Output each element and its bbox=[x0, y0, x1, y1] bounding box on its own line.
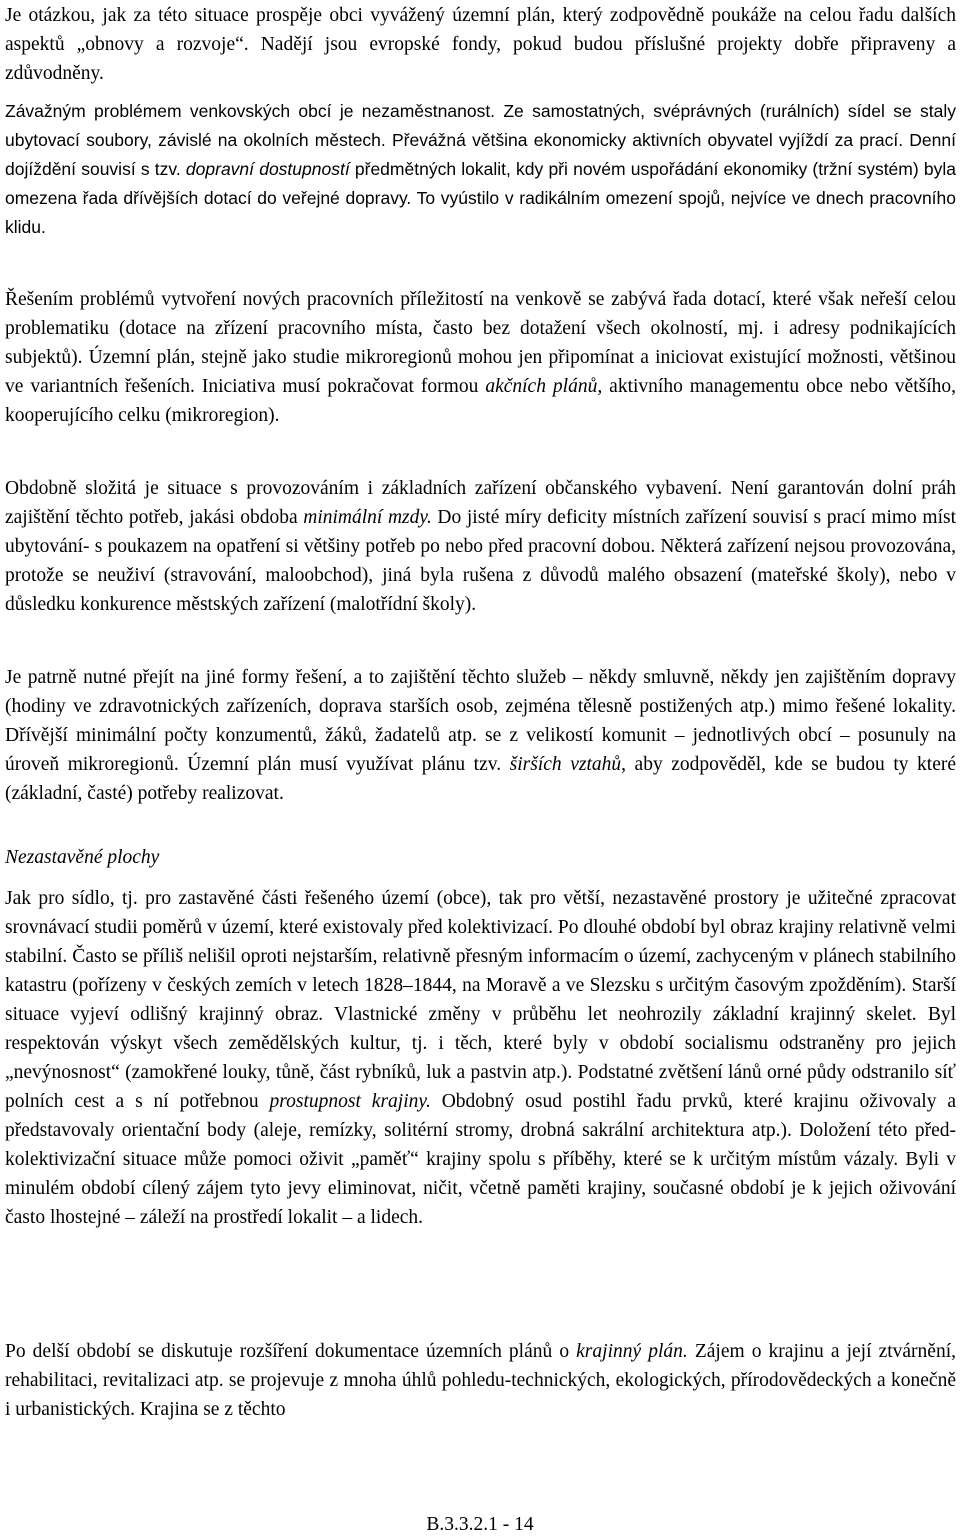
paragraph-obcanske-vybaveni bbox=[5, 474, 956, 619]
paragraph-text: Obdobný osud postihl řadu prvků, které krajinu oživovaly a představovaly orientační body (aleje, remízky, solitérní stromy, drobná sakrální architektura atp.). Doložení této před-kolektivizační situace může pomoci oživit „paměť“ krajiny spolu s příběhy, které se k určitým místům vázaly. Byli v minulém období cílený zájem tyto jevy eliminovat, ničit, včetně paměti krajiny, současné období je k jejich oživování často lhostejné – záleží na prostředí lokalit – a lidech. bbox=[5, 1091, 956, 1228]
paragraph-formy-reseni bbox=[5, 663, 956, 808]
paragraph-text: předmětných lokalit, kdy při novém uspořádání ekonomiky (tržní systém) byla omezena řada dřívějších dotací do veřejné dopravy. To vyústilo v radikálním omezení spojů, nejvíce ve dnech pracovního klidu. bbox=[5, 159, 956, 237]
emphasis-term: širších vztahů bbox=[509, 754, 622, 775]
paragraph-text: Závažným problémem venkovských obcí je nezaměstnanost. Ze samostatných, svéprávných (rurálních) sídel se staly ubytovací soubory, závislé na okolních městech. Převážná většina ekonomicky aktivních obyvatel vyjíždí za prací. Denní dojíždění souvisí s tzv. bbox=[5, 101, 956, 179]
page-number: B.3.3.2.1 - 14 bbox=[426, 1514, 534, 1535]
paragraph-text: aktivního managementu obce nebo většího, kooperujícího celku (mikroregion). bbox=[5, 376, 957, 426]
paragraph-text: Zájem o krajinu a její ztvárnění, rehabilitaci, revitalizaci atp. se projevuje z mnoha úhlů pohledu-technických, ekologických, přírodovědeckých a konečně i urbanistických. Krajina se z těchto bbox=[5, 1341, 956, 1420]
paragraph-evropske-fondy bbox=[5, 1, 956, 88]
paragraph-text: Je otázkou, jak za této situace prospěje obci vyvážený územní plán, který zodpovědně poukáže na celou řadu dalších aspektů „obnovy a rozvoje“. Nadějí jsou evropské fondy, pokud budou příslušné projekty dobře připraveny a zdůvodněny. bbox=[5, 5, 956, 84]
paragraph-text: Řešením problémů vytvoření nových pracovních příležitostí na venkově se zabývá řada dotací, které však neřeší celou problematiku (dotace na zřízení pracovního místa, často bez dotažení všech okolností, mj. i adresy podnikajících subjektů). Územní plán, stejně jako studie mikroregionů mohou jen připomínat a iniciovat existující možnosti, většinou ve variantních řešeních. Iniciativa musí pokračovat formou bbox=[5, 289, 956, 397]
section-heading-text: Nezastavěné plochy bbox=[5, 847, 160, 868]
emphasis-term: krajinný plán. bbox=[576, 1341, 688, 1362]
paragraph-text: Do jisté míry deficity místních zařízení souvisí s prací mimo míst ubytování- s poukazem na opatření si většiny potřeb po nebo před pracovní dobou. Některá zařízení nejsou provozována, protože se neuživí (stravování, maloobchod), jiná byla rušena z důvodů malého obsazení (mateřské školy), nebo v důsledku konkurence městských zařízení (malotřídní školy). bbox=[5, 507, 957, 615]
paragraph-nezamestnanost bbox=[5, 97, 956, 242]
paragraph-text: Po delší období se diskutuje rozšíření dokumentace územních plánů o bbox=[5, 1341, 577, 1362]
paragraph-text: Je patrně nutné přejít na jiné formy řešení, a to zajištění těchto služeb – někdy smluvně, někdy jen zajištěním dopravy (hodiny ve zdravotnických zařízeních, doprava starších osob, zejména tělesně postižených atp.) mimo řešené lokality. Dřívější minimální počty konzumentů, žáků, žadatelů atp. se z velikostí komunit – jednotlivých obcí – posunuly na úroveň mikroregionů. Územní plán musí využívat plánu tzv. bbox=[5, 667, 956, 775]
emphasis-term: akčních plánů, bbox=[485, 376, 603, 397]
paragraph-srovnavaci-studie bbox=[5, 884, 956, 1232]
paragraph-pracovni-prilezitosti bbox=[5, 285, 956, 430]
paragraph-text: Obdobně složitá je situace s provozováním i základních zařízení občanského vybavení. Není garantován dolní práh zajištění těchto potřeb, jakási obdoba bbox=[5, 478, 956, 528]
emphasis-term: prostupnost krajiny. bbox=[269, 1091, 431, 1112]
emphasis-term: dopravní dostupností bbox=[185, 159, 350, 179]
paragraph-text: , aby zodpověděl, kde se budou ty které (základní, časté) potřeby realizovat. bbox=[5, 754, 957, 804]
section-heading bbox=[5, 843, 956, 872]
paragraph-krajinny-plan bbox=[5, 1337, 956, 1424]
paragraph-text: Jak pro sídlo, tj. pro zastavěné části řešeného území (obce), tak pro větší, nezastavěné prostory je užitečné zpracovat srovnávací studii poměrů v území, které existovaly před kolektivizací. Po dlouhé období byl obraz krajiny relativně velmi stabilní. Často se příliš nelišil oproti nejstarším, relativně přesným informacím o území, zachyceným v plánech stabilního katastru (pořízeny v českých zemích v letech 1828–1844, na Moravě a ve Slezsku s určitým časovým zpožděním). Starší situace vyjeví odlišný krajinný obraz. Vlastnické změny v průběhu let neohrozily základní krajinný skelet. Byl respektován výskyt všech zemědělských kultur, tj. i těch, které byly v období socialismu odstraněny pro jejich „nevýnosnost“ (zamokřené louky, tůně, část rybníků, luk a pastvin atp.). Podstatné zvětšení lánů orné půdy odstranilo síť polních cest a s ní potřebnou bbox=[5, 888, 956, 1112]
emphasis-term: minimální mzdy. bbox=[303, 507, 432, 528]
